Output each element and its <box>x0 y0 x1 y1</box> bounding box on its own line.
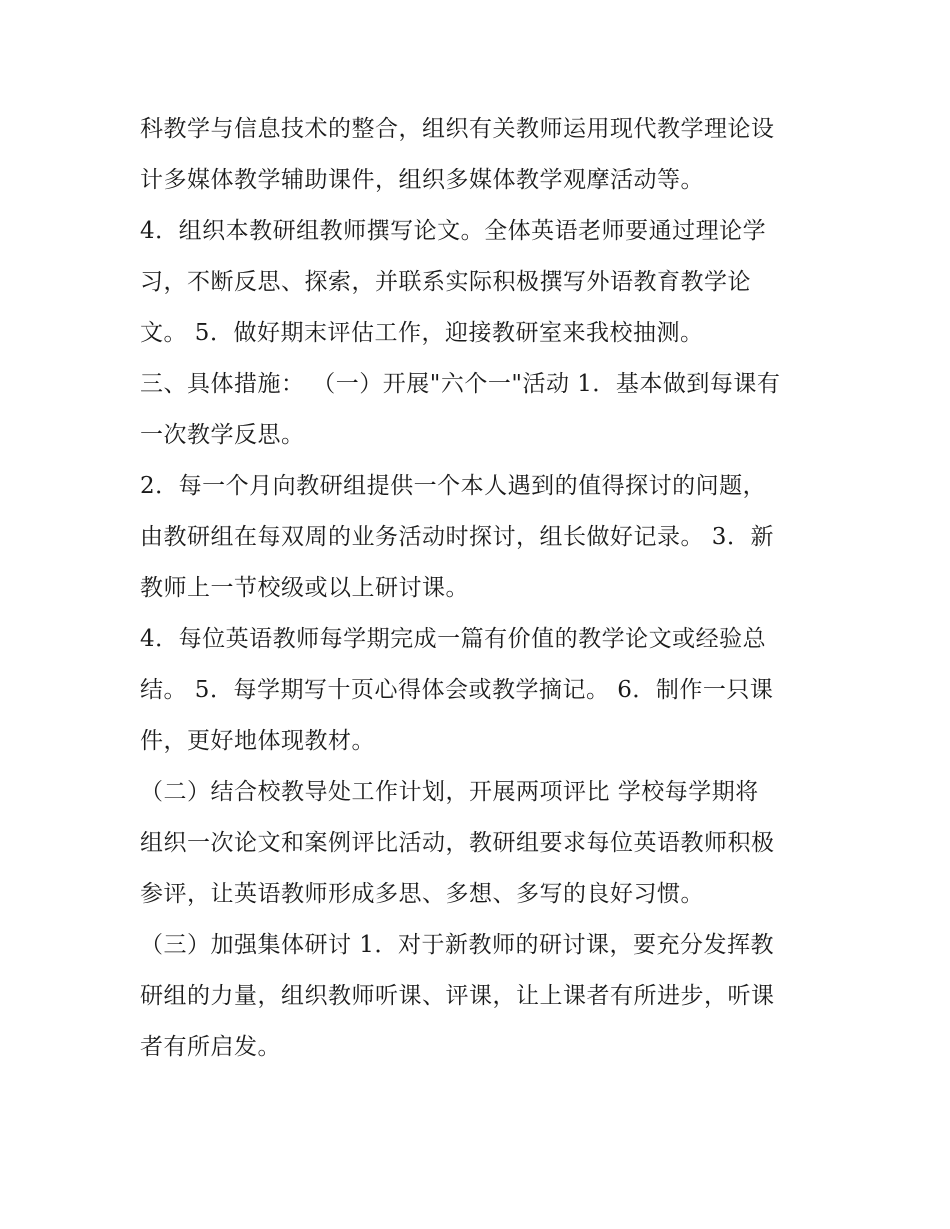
text-line: 参评，让英语教师形成多思、多想、多写的良好习惯。 <box>140 881 704 907</box>
text-line: 计多媒体教学辅助课件，组织多媒体教学观摩活动等。 <box>140 167 704 193</box>
text-line: 组织一次论文和案例评比活动，教研组要求每位英语教师积极 <box>140 830 775 856</box>
text-line: 件，更好地体现教材。 <box>140 728 375 754</box>
text-line: （二）结合校教导处工作计划，开展两项评比 学校每学期将 <box>140 779 759 805</box>
text-line: （三）加强集体研讨 1．对于新教师的研讨课，要充分发挥教 <box>140 932 774 958</box>
text-line: 4．组织本教研组教师撰写论文。全体英语老师要通过理论学 <box>140 218 767 244</box>
text-line: 4．每位英语教师每学期完成一篇有价值的教学论文或经验总 <box>140 626 767 652</box>
text-line: 由教研组在每双周的业务活动时探讨，组长做好记录。 3．新 <box>140 524 774 550</box>
text-line: 研组的力量，组织教师听课、评课，让上课者有所进步，听课 <box>140 983 775 1009</box>
text-line: 文。 5．做好期末评估工作，迎接教研室来我校抽测。 <box>140 320 704 346</box>
text-line: 科教学与信息技术的整合，组织有关教师运用现代教学理论设 <box>140 116 775 142</box>
text-line: 教师上一节校级或以上研讨课。 <box>140 575 469 601</box>
text-line: 三、具体措施： （一）开展"六个一"活动 1．基本做到每课有 <box>140 371 781 397</box>
text-line: 者有所启发。 <box>140 1034 281 1060</box>
text-line: 结。 5．每学期写十页心得体会或教学摘记。 6．制作一只课 <box>140 677 774 703</box>
text-line: 习，不断反思、探索，并联系实际积极撰写外语教育教学论 <box>140 269 751 295</box>
document-body <box>140 104 820 1073</box>
text-line: 2．每一个月向教研组提供一个本人遇到的值得探讨的问题， <box>140 473 767 499</box>
text-line: 一次教学反思。 <box>140 422 305 448</box>
